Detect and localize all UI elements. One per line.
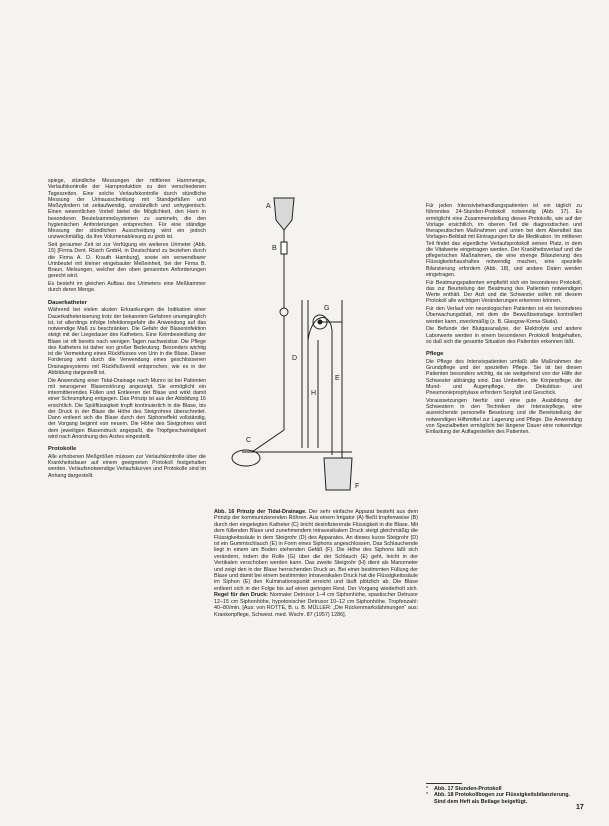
irrigator-bottle-shape — [274, 198, 294, 230]
footnotes — [426, 783, 582, 805]
label-c: C — [246, 437, 252, 444]
body-paragraph: Die Befunde der Blutgasanalyse, der Elektrolyte und andere Laborwerte werden in einem besonderen Protokoll festgehalten, so daß sich die gesamte Situation des Patienten erkennen läßt. — [426, 326, 582, 345]
body-paragraph: Für jeden Intensivbehandlungspatienten ist ein täglich zu führendes 24-Stunden-Protokoll notwendig (Abb. 17). Es ermöglicht eine Zusammenstellung dieses Protokolls, wie auf der Vorlage ersichtlich, im oberen Teil die diagnostischen und therapeutischen Maßnahmen und unten bei dem Abendteil das Vorlagen-Beiblatt mit Eintragungen für die Medikation. Im mittleren Teil findet das eigentliche Verlaufsprotokoll seinen Platz, in dem die Vitalwerte eingetragen werden. Der Krankheitsverlauf und die pflegerischen Maßnahmen, die eine strenge Bilanzierung des Flüssigkeitshaushaltes notwendig machen, eine spezielle Bilanzierung erfordern (Abb. 18), und andere Daten werden eingetragen. — [426, 203, 582, 278]
tidal-drainage-figure — [212, 190, 417, 506]
body-paragraph: Die Pflege des Intensivpatienten umfaßt alle Maßnahmen der Grundpflege und der speziellen Pflege. Sie ist bei diesen Patienten besonders wichtig, da sie weitgehend von der Hilfe der Schwester abhängig sind. Das Umbetten, die Körperpflege, die Mund- und Augenpflege, die Dekubitus- und Pneumonieprophylaxe erfordern Sorgfalt und Geschick. — [426, 358, 582, 396]
tidal-drainage-diagram — [212, 190, 417, 506]
footnote-marker: * — [426, 786, 429, 792]
body-paragraph: Für Beatmungspatienten empfiehlt sich ein besonderes Protokoll, das zur Beurteilung der Beatmung des Patienten notwendigen Werte enthält. Der Arzt und die Schwester sollen mit diesem Protokoll alle wichtigen Veränderungen erkennen können. — [426, 279, 582, 305]
footnote-marker — [426, 799, 434, 805]
body-paragraph: Seit geraumer Zeit ist zur Verfügung ein weiteres Urimeter (Abb. 15) [Firma Dent. Rüsch GmbH, in Deutschland zu beziehen durch die Firma A. D. Krauth Hamburg], sowie ein verwendbarer Urinbeutel mit kleiner eingebauter Meßeinheit, bei der Firma B. Braun, Melsungen, welcher den oben genannten Anforderungen gerecht wird. — [48, 242, 206, 280]
caption-title: Prinzip der Tidal-Drainage. — [236, 509, 307, 515]
caption-source: [Aus: von ROTTE, B. u. B. MÜLLER: „Die Rückenmarkslähmungen“ aus: Krankenpflege, Schwest. med. Wschr. 87 (1957) 1286]. — [214, 605, 419, 618]
body-paragraph: Für den Verlauf von neurologischen Patienten ist ein besonderes Überwachungsblatt, mit dem die Bewußtseinslage kontrolliert werden kann, zweckmäßig (z. B. Glasgow-Koma-Skala). — [426, 306, 582, 325]
body-paragraph: Voraussetzungen hierfür sind eine gute Ausbildung der Schwestern in den Techniken der Intensivpflege, eine ausreichende personelle Besetzung und die Bereitstellung der notwendigen Hilfsmittel zur Lagerung und Pflege. Die Anwendung von Spezialbetten ermöglicht bei längerer Dauer eine notwendige Entlastung der Auflagestellen des Patienten. — [426, 397, 582, 435]
label-f: F — [355, 483, 360, 490]
label-e: E — [335, 375, 340, 382]
label-g: G — [324, 305, 330, 312]
body-paragraph: spiege, stündliche Messungen der mittleren Harnmenge, Verlaufskontrolle der Harnproduktion zu den verschiedenen Tageszeiten. Eine solche Verlaufskontrolle durch stündliche Messung der Urinausscheidung mit Standgefäßen und Meßzylindern ist zeitaufwendig, umständlich und unhygienisch. Einen wesentlichen Vorteil bietet die Möglichkeit, den Harn in besonderen Beutelsammelsystemen zu sammeln, die den hygienischen Anforderungen entsprechen. Für eine ständige Messung der stündlichen Ausscheidung wird ein jedoch unzweckmäßig, da ihre Volumenablesung zu grob ist. — [48, 178, 206, 241]
label-a: A — [266, 203, 271, 210]
footnote-text: Abb. 18 Protokollbogen zur Flüssigkeitsbilanzierung. — [434, 792, 570, 799]
label-b: B — [272, 245, 277, 252]
section-heading-protokolle: Protokolle — [48, 446, 77, 452]
label-h: H — [311, 390, 317, 397]
collection-vessel-shape — [324, 458, 352, 490]
caption-settings-label: Regel für den Druck: — [214, 592, 268, 599]
body-paragraph: Während bei vielen akuten Erkrankungen die Indikation einer Dauerkatheterisierung trotz der bekannten Gefahren unumgänglich ist, ist allerdings infolge Infektionsgefahr die Anwendung auf das notwendige Maß zu beschränken. Die Gefahr der Blaseninfektion steigt mit der Liegedauer des Katheters. Eine Keimbesiedlung der Blase ist oft bereits nach wenigen Tagen nachweisbar. Die Pflege des Katheters ist daher von großer Bedeutung. Besonders wichtig ist die Vermeidung eines Rückflusses von Urin in die Blase. Dieser Forderung wird durch die Verwendung eines geschlossenen Drainagesystems mit Rückflußventil entsprochen, wie es in der Abbildung dargestellt ist. — [48, 307, 206, 376]
page-number: 17 — [576, 804, 584, 811]
label-d: D — [292, 355, 298, 362]
footnote-rule — [426, 783, 462, 784]
footnote-item — [426, 799, 582, 805]
section-heading-dauerkatheter: Dauerkatheter — [48, 299, 87, 306]
footnote-marker: * — [426, 792, 429, 799]
caption-body: Der sehr einfache Apparat besteht aus dem Prinzip der kommunizierenden Röhren. Aus einem Irrigator (A) fließt tropfenweise (B) durch den eingelegten Katheter (C) leicht desinfizierende Flüssigkeit in die Blase. Mit dem füllenden Blase und zunehmendem intravesikalem Druck steigt gleichmäßig die Flüssigkeitssäule in dem Steigrohr (D) des Apparates. An dieses kurze Steigrohr (D) ist ein Gummischlauch (E) in Form eines Siphons angeschlossen. Das Schlauchende liegt in einem am Boden stehenden Gefäß (F). Die Höhe des Siphons läßt sich verändern, indem die Rolle (G) über die der Schlauch (E) geht, leicht in der Vertikalen verschoben werden kann. Das zweite Steigrohr (H) dient als Manometer und zeigt den in der Blase herrschenden Druck an. Bei einer bestimmten Füllung der Blase und damit bei einem bestimmten intravesikalen Druck hat die Flüssigkeitssäule im Siphon (E) den Kulminationspunkt erreicht und läuft plötzlich ab. Die Blase entleert sich in der Folge bis auf einen geringen Rest. Der Vorgang wiederholt sich. — [214, 509, 419, 592]
right-text-column — [426, 203, 582, 437]
footnote-text: Abb. 17 Stunden-Protokoll — [434, 786, 502, 792]
footnote-text: Sind dem Heft als Beilage beigefügt. — [434, 798, 528, 805]
section-heading-pflege: Pflege — [426, 351, 444, 357]
body-paragraph: Die Anwendung einer Tidal-Drainage nach Munro ist bei Patienten mit neurogener Blasenstörung angezeigt. Sie ermöglicht ein intermittierendes Füllen und Entleeren der Blase und wirkt damit einer Schrumpfung entgegen. Das Prinzip ist aus der Abbildung 16 ersichtlich. Die Spülflüssigkeit tropft kontinuierlich in die Blase, bis der Druck in der Blase die Höhe des Steigrohres überschreitet. Dann entleert sich die Blase durch den Siphoneffekt vollständig, der Vorgang beginnt von neuem. Die Höhe des Steigrohres wird dem jeweiligen Blasendruck angepaßt, die Tropfgeschwindigkeit wird nach Anordnung des Arztes eingestellt. — [48, 377, 206, 440]
left-text-column — [48, 178, 206, 480]
drip-chamber-shape — [281, 242, 287, 254]
body-paragraph: Alle erhobenen Meßgrößen müssen zur Verlaufskontrolle über die Krankheitsdauer auf einem geeigneten Protokoll festgehalten werden. Verlaufsnotwendige Verlaufskurven und Protokolle sind im Anhang dargestellt. — [48, 453, 206, 479]
caption-label: Abb. 16 — [214, 509, 235, 515]
body-paragraph: Es besteht im gleichen Aufbau des Urimeters eine Meßkammer durch deren Menge. — [48, 281, 206, 294]
figure-caption — [214, 509, 418, 618]
caption-settings: Normaler Detrusor 1–4 cm Siphonhöhe, spastischer Detrusor 12–15 cm Siphonhöhe, hypotonischer Detrusor 10–12 cm Siphonhöhe. Tropfenzahl: 40–80/min. — [214, 592, 418, 612]
